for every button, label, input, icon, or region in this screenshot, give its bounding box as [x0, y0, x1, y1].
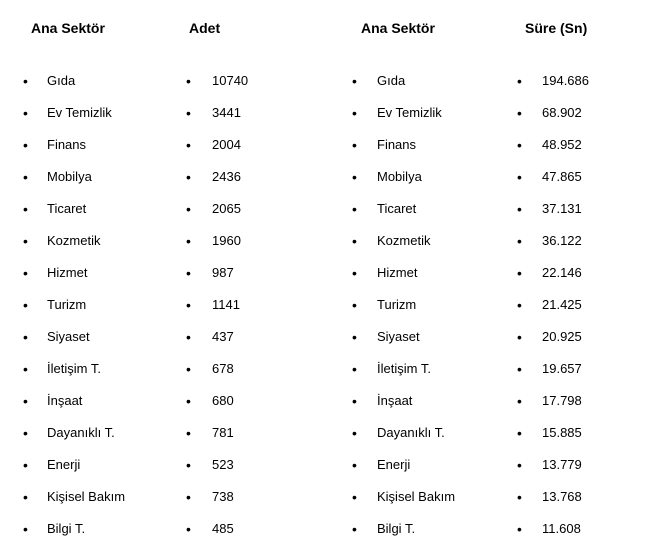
sector-value: Hizmet: [377, 265, 418, 280]
duration-value: 21.425: [542, 297, 582, 312]
duration-value: 36.122: [542, 233, 582, 248]
count-value: 2436: [212, 169, 241, 184]
sector-value: Mobilya: [377, 169, 422, 184]
bullet-icon: [23, 70, 33, 92]
bullet-icon: [517, 102, 527, 124]
bullet-icon: [23, 390, 33, 412]
sector-value: Hizmet: [47, 265, 88, 280]
bullet-icon: [186, 70, 196, 92]
bullet-icon: [186, 294, 196, 316]
count-value: 678: [212, 361, 234, 376]
count-value: 523: [212, 457, 234, 472]
duration-value: 68.902: [542, 105, 582, 120]
sector-value: İnşaat: [47, 393, 83, 408]
sector-column-duration-header: Ana Sektör: [361, 20, 435, 36]
bullet-icon: [352, 326, 362, 348]
bullet-icon: [23, 422, 33, 444]
bullet-icon: [352, 262, 362, 284]
bullet-icon: [352, 454, 362, 476]
sector-value: İnşaat: [377, 393, 413, 408]
duration-value: 11.608: [542, 521, 581, 536]
duration-value: 13.768: [542, 489, 582, 504]
bullet-icon: [517, 294, 527, 316]
count-column-header: Adet: [189, 20, 221, 36]
sector-value: Dayanıklı T.: [377, 425, 445, 440]
sector-value: Kozmetik: [377, 233, 431, 248]
bullet-icon: [186, 518, 196, 540]
count-value: 2065: [212, 201, 241, 216]
bullet-icon: [517, 70, 527, 92]
sector-value: Siyaset: [377, 329, 420, 344]
bullet-icon: [517, 454, 527, 476]
bullet-icon: [517, 230, 527, 252]
bullet-icon: [352, 102, 362, 124]
count-value: 987: [212, 265, 234, 280]
bullet-icon: [517, 262, 527, 284]
sector-value: Bilgi T.: [47, 521, 86, 536]
bullet-icon: [517, 166, 527, 188]
bullet-icon: [186, 134, 196, 156]
count-value: 437: [212, 329, 234, 344]
bullet-icon: [517, 390, 527, 412]
bullet-icon: [23, 134, 33, 156]
duration-value: 48.952: [542, 137, 582, 152]
bullet-icon: [23, 102, 33, 124]
duration-value: 194.686: [542, 73, 589, 88]
sector-value: İletişim T.: [377, 361, 431, 376]
duration-column-header: Süre (Sn): [525, 20, 588, 36]
bullet-icon: [352, 198, 362, 220]
bullet-icon: [186, 326, 196, 348]
bullet-icon: [23, 358, 33, 380]
duration-value: 15.885: [542, 425, 582, 440]
bullet-icon: [352, 166, 362, 188]
sector-value: Turizm: [377, 297, 417, 312]
count-value: 10740: [212, 73, 249, 88]
bullet-icon: [352, 390, 362, 412]
duration-value: 22.146: [542, 265, 582, 280]
bullet-icon: [517, 326, 527, 348]
sector-value: Siyaset: [47, 329, 90, 344]
duration-value: 20.925: [542, 329, 582, 344]
bullet-icon: [352, 134, 362, 156]
bullet-icon: [23, 262, 33, 284]
sector-value: Kişisel Bakım: [377, 489, 456, 504]
bullet-icon: [186, 390, 196, 412]
bullet-icon: [517, 518, 527, 540]
count-value: 485: [212, 521, 234, 536]
bullet-icon: [23, 518, 33, 540]
sector-value: Finans: [47, 137, 87, 152]
sector-value: Mobilya: [47, 169, 92, 184]
count-value: 2004: [212, 137, 241, 152]
duration-value: 37.131: [542, 201, 582, 216]
bullet-icon: [517, 486, 527, 508]
count-value: 781: [212, 425, 234, 440]
sector-value: Finans: [377, 137, 417, 152]
duration-value: 47.865: [542, 169, 582, 184]
sector-value: Ticaret: [377, 201, 417, 216]
count-value: 3441: [212, 105, 241, 120]
sector-value: İletişim T.: [47, 361, 101, 376]
bullet-icon: [352, 294, 362, 316]
bullet-icon: [517, 422, 527, 444]
bullet-icon: [352, 70, 362, 92]
sector-value: Turizm: [47, 297, 87, 312]
sector-value: Ev Temizlik: [377, 105, 442, 120]
sector-value: Gıda: [47, 73, 76, 88]
count-value: 1960: [212, 233, 241, 248]
bullet-icon: [23, 326, 33, 348]
sector-value: Ev Temizlik: [47, 105, 112, 120]
bullet-icon: [186, 422, 196, 444]
bullet-icon: [186, 262, 196, 284]
sector-value: Dayanıklı T.: [47, 425, 115, 440]
bullet-icon: [186, 486, 196, 508]
duration-value: 19.657: [542, 361, 582, 376]
bullet-icon: [352, 486, 362, 508]
bullet-icon: [186, 230, 196, 252]
bullet-icon: [186, 166, 196, 188]
sector-value: Kişisel Bakım: [47, 489, 126, 504]
bullet-icon: [352, 230, 362, 252]
bullet-icon: [517, 358, 527, 380]
duration-value: 17.798: [542, 393, 582, 408]
bullet-icon: [352, 358, 362, 380]
duration-value: 13.779: [542, 457, 582, 472]
sector-value: Enerji: [377, 457, 411, 472]
sector-value: Enerji: [47, 457, 81, 472]
sector-value: Gıda: [377, 73, 406, 88]
bullet-icon: [23, 198, 33, 220]
bullet-icon: [352, 422, 362, 444]
bullet-icon: [186, 102, 196, 124]
count-value: 738: [212, 489, 234, 504]
sector-column-count-header: Ana Sektör: [31, 20, 105, 36]
bullet-icon: [186, 454, 196, 476]
count-value: 1141: [212, 297, 240, 312]
sector-value: Ticaret: [47, 201, 87, 216]
bullet-icon: [23, 294, 33, 316]
bullet-icon: [517, 134, 527, 156]
bullet-icon: [23, 166, 33, 188]
bullet-icon: [186, 198, 196, 220]
bullet-icon: [517, 198, 527, 220]
bullet-icon: [23, 486, 33, 508]
sector-value: Kozmetik: [47, 233, 101, 248]
bullet-icon: [23, 230, 33, 252]
bullet-icon: [352, 518, 362, 540]
bullet-icon: [186, 358, 196, 380]
bullet-icon: [23, 454, 33, 476]
count-value: 680: [212, 393, 234, 408]
sector-value: Bilgi T.: [377, 521, 416, 536]
